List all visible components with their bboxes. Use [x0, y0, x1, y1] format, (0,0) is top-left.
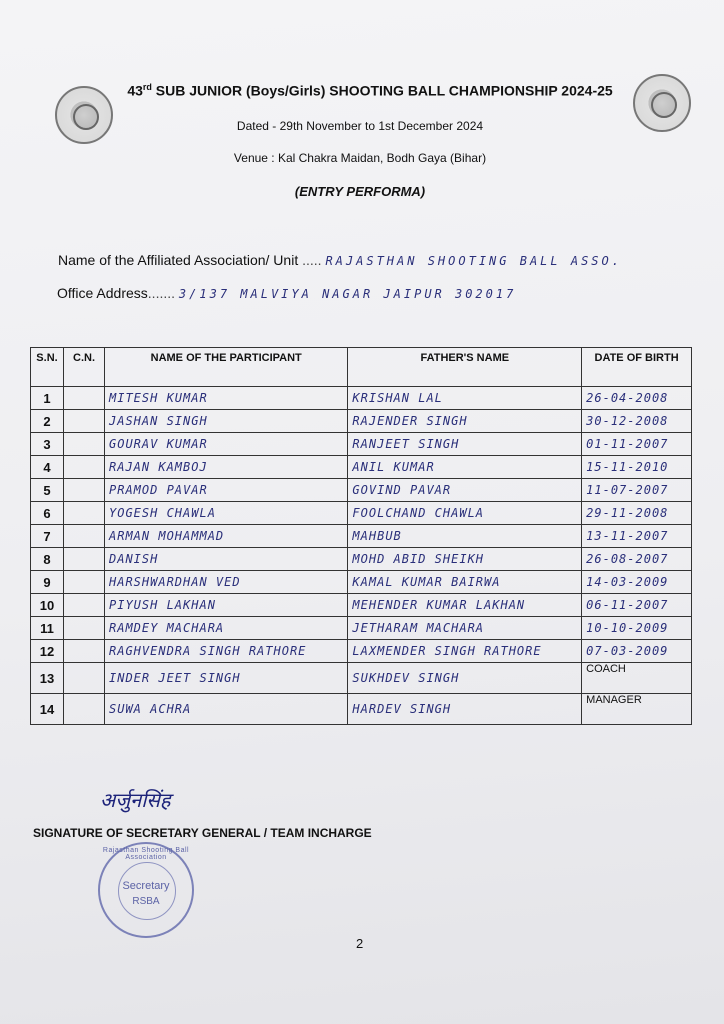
row-cn [64, 663, 105, 694]
row-sn: 8 [31, 548, 64, 571]
row-sn: 13 [31, 663, 64, 694]
row-father-name: GOVIND PAVAR [348, 479, 582, 502]
row-cn [64, 548, 105, 571]
row-father-name: HARDEV SINGH [348, 694, 582, 725]
row-staff-role: COACH [582, 663, 692, 694]
row-participant-name: RAGHVENDRA SINGH RATHORE [105, 640, 348, 663]
row-sn: 14 [31, 694, 64, 725]
association-label: Name of the Affiliated Association/ Unit [58, 252, 299, 268]
association-field: Name of the Affiliated Association/ Unit ..... RAJASTHAN SHOOTING BALL ASSO. [58, 252, 622, 268]
row-cn [64, 456, 105, 479]
row-father-name: KAMAL KUMAR BAIRWA [348, 571, 582, 594]
signature-label: SIGNATURE OF SECRETARY GENERAL / TEAM INCHARGE [33, 826, 372, 840]
row-cn [64, 387, 105, 410]
row-cn [64, 410, 105, 433]
row-participant-name: JASHAN SINGH [105, 410, 348, 433]
row-cn [64, 640, 105, 663]
row-date-of-birth: 26-04-2008 [582, 387, 692, 410]
row-participant-name: DANISH [105, 548, 348, 571]
row-date-of-birth: 14-03-2009 [582, 571, 692, 594]
row-date-of-birth: 30-12-2008 [582, 410, 692, 433]
row-cn [64, 479, 105, 502]
table-row [31, 663, 692, 694]
row-participant-name: ARMAN MOHAMMAD [105, 525, 348, 548]
table-header-row [31, 348, 692, 387]
table-row [31, 694, 692, 725]
row-participant-name: PIYUSH LAKHAN [105, 594, 348, 617]
row-father-name: JETHARAM MACHARA [348, 617, 582, 640]
row-cn [64, 594, 105, 617]
row-date-of-birth: 11-07-2007 [582, 479, 692, 502]
row-sn: 1 [31, 387, 64, 410]
row-participant-name: RAMDEY MACHARA [105, 617, 348, 640]
row-date-of-birth: 10-10-2009 [582, 617, 692, 640]
table-row [31, 525, 692, 548]
row-sn: 11 [31, 617, 64, 640]
row-date-of-birth: 07-03-2009 [582, 640, 692, 663]
page-number: 2 [356, 936, 364, 951]
row-cn [64, 433, 105, 456]
row-cn [64, 694, 105, 725]
header-sn: S.N. [31, 348, 64, 387]
table-row [31, 617, 692, 640]
table-row [31, 387, 692, 410]
participant-table [30, 347, 692, 725]
row-father-name: KRISHAN LAL [348, 387, 582, 410]
handwritten-signature: अर्जुनसिंह [100, 788, 171, 812]
row-staff-role: MANAGER [582, 694, 692, 725]
row-date-of-birth: 15-11-2010 [582, 456, 692, 479]
championship-title: 43rd SUB JUNIOR (Boys/Girls) SHOOTING BALL CHAMPIONSHIP 2024-25 [127, 82, 613, 99]
row-cn [64, 617, 105, 640]
seal-line-secretary: Secretary [122, 880, 170, 892]
row-sn: 10 [31, 594, 64, 617]
event-venue: Venue : Kal Chakra Maidan, Bodh Gaya (Bihar) [233, 151, 487, 165]
row-participant-name: HARSHWARDHAN VED [105, 571, 348, 594]
row-father-name: FOOLCHAND CHAWLA [348, 502, 582, 525]
row-sn: 12 [31, 640, 64, 663]
row-father-name: RAJENDER SINGH [348, 410, 582, 433]
row-sn: 4 [31, 456, 64, 479]
event-dates: Dated - 29th November to 1st December 2024 [236, 119, 484, 133]
row-cn [64, 525, 105, 548]
table-row [31, 410, 692, 433]
row-participant-name: RAJAN KAMBOJ [105, 456, 348, 479]
row-sn: 6 [31, 502, 64, 525]
row-sn: 7 [31, 525, 64, 548]
row-father-name: LAXMENDER SINGH RATHORE [348, 640, 582, 663]
table-row [31, 456, 692, 479]
table-row [31, 433, 692, 456]
row-cn [64, 571, 105, 594]
association-value: RAJASTHAN SHOOTING BALL ASSO. [325, 254, 622, 268]
row-father-name: MOHD ABID SHEIKH [348, 548, 582, 571]
table-row [31, 479, 692, 502]
table-row [31, 548, 692, 571]
row-date-of-birth: 01-11-2007 [582, 433, 692, 456]
form-type-heading: (ENTRY PERFORMA) [294, 184, 426, 199]
office-address-field: Office Address....... 3/137 MALVIYA NAGAR JAIPUR 302017 [57, 285, 517, 301]
table-row [31, 502, 692, 525]
row-cn [64, 502, 105, 525]
table-row [31, 640, 692, 663]
row-participant-name: GOURAV KUMAR [105, 433, 348, 456]
row-father-name: SUKHDEV SINGH [348, 663, 582, 694]
row-father-name: MAHBUB [348, 525, 582, 548]
header-date-of-birth: DATE OF BIRTH [582, 348, 692, 387]
row-date-of-birth: 26-08-2007 [582, 548, 692, 571]
row-participant-name: INDER JEET SINGH [105, 663, 348, 694]
row-father-name: MEHENDER KUMAR LAKHAN [348, 594, 582, 617]
table-row [31, 571, 692, 594]
row-date-of-birth: 13-11-2007 [582, 525, 692, 548]
row-participant-name: MITESH KUMAR [105, 387, 348, 410]
office-address-label: Office Address [57, 285, 148, 301]
row-sn: 5 [31, 479, 64, 502]
row-participant-name: YOGESH CHAWLA [105, 502, 348, 525]
row-participant-name: PRAMOD PAVAR [105, 479, 348, 502]
row-sn: 2 [31, 410, 64, 433]
header-father-name: FATHER'S NAME [348, 348, 582, 387]
table-row [31, 594, 692, 617]
row-sn: 9 [31, 571, 64, 594]
row-father-name: RANJEET SINGH [348, 433, 582, 456]
row-sn: 3 [31, 433, 64, 456]
seal-ring-text: Rajasthan Shooting Ball Association [102, 847, 190, 861]
association-seal-stamp [98, 842, 194, 938]
row-date-of-birth: 29-11-2008 [582, 502, 692, 525]
row-date-of-birth: 06-11-2007 [582, 594, 692, 617]
seal-line-rsba: RSBA [132, 896, 160, 907]
header-participant-name: NAME OF THE PARTICIPANT [105, 348, 348, 387]
row-father-name: ANIL KUMAR [348, 456, 582, 479]
office-address-value: 3/137 MALVIYA NAGAR JAIPUR 302017 [178, 287, 517, 301]
row-participant-name: SUWA ACHRA [105, 694, 348, 725]
header-cn: C.N. [64, 348, 105, 387]
